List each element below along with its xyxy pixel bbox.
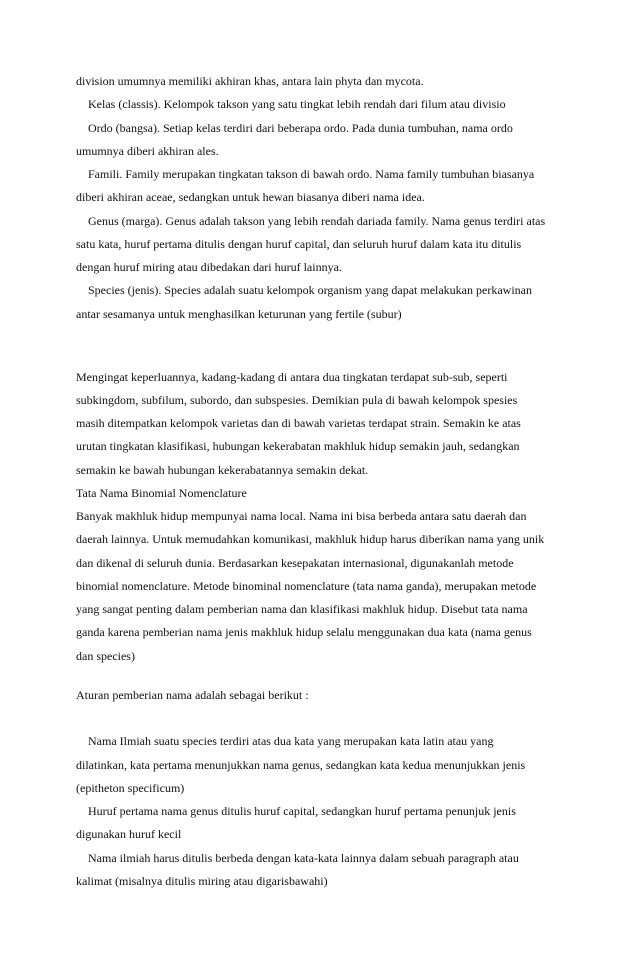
text-line: diberi akhiran aceae, sedangkan untuk hewan biasanya diberi nama idea. <box>76 190 425 204</box>
text-line: binomial nomenclature. Metode binominal nomenclature (tata nama ganda), merupakan metode <box>76 579 537 593</box>
text-line: ganda karena pemberian nama jenis makhluk hidup selalu menggunakan dua kata (nama genus <box>76 625 532 639</box>
text-line: (epitheton specificum) <box>76 781 185 795</box>
text-line: umumnya diberi akhiran ales. <box>76 144 219 158</box>
text-line: digunakan huruf kecil <box>76 827 182 841</box>
text-line: Nama Ilmiah suatu species terdiri atas dua kata yang merupakan kata latin atau yang <box>88 734 494 748</box>
text-line: masih ditempatkan kelompok varietas dan di bawah varietas terdapat strain. Semakin ke atas <box>76 416 521 430</box>
text-line: satu kata, huruf pertama ditulis dengan huruf capital, dan seluruh huruf dalam kata itu ditulis <box>76 237 522 251</box>
text-line: Kelas (classis). Kelompok takson yang satu tingkat lebih rendah dari filum atau divisio <box>88 97 506 111</box>
text-line: dan dikenal di seluruh dunia. Berdasarkan kesepakatan internasional, digunakanlah metode <box>76 556 514 570</box>
text-line: division umumnya memiliki akhiran khas, antara lain phyta dan mycota. <box>76 74 424 88</box>
text-line: Aturan pemberian nama adalah sebagai berikut : <box>76 688 309 702</box>
section-heading: Tata Nama Binomial Nomenclature <box>76 486 247 500</box>
text-line: Banyak makhluk hidup mempunyai nama local. Nama ini bisa berbeda antara satu daerah dan <box>76 509 527 523</box>
text-line: yang sangat penting dalam pemberian nama dan klasifikasi makhluk hidup. Disebut tata nama <box>76 602 528 616</box>
text-line: Ordo (bangsa). Setiap kelas terdiri dari beberapa ordo. Pada dunia tumbuhan, nama ordo <box>88 121 513 135</box>
text-line: dan species) <box>76 649 135 663</box>
text-line: Famili. Family merupakan tingkatan takson di bawah ordo. Nama family tumbuhan biasanya <box>88 167 535 181</box>
text-line: kalimat (misalnya ditulis miring atau digarisbawahi) <box>76 874 328 888</box>
text-line: dilatinkan, kata pertama menunjukkan nama genus, sedangkan kata kedua menunjukkan jenis <box>76 758 526 772</box>
text-line: daerah lainnya. Untuk memudahkan komunikasi, makhluk hidup harus diberikan nama yang unik <box>76 532 545 546</box>
text-line: Nama ilmiah harus ditulis berbeda dengan kata-kata lainnya dalam sebuah paragraph atau <box>88 851 519 865</box>
text-line: dengan huruf miring atau dibedakan dari huruf lainnya. <box>76 260 342 274</box>
text-line: Genus (marga). Genus adalah takson yang lebih rendah dariada family. Nama genus terdiri atas <box>88 214 546 228</box>
text-line: semakin ke bawah hubungan kekerabatannya semakin dekat. <box>76 463 369 477</box>
text-line: Species (jenis). Species adalah suatu kelompok organism yang dapat melakukan perkawinan <box>88 283 532 297</box>
text-line: subkingdom, subfilum, subordo, dan subspesies. Demikian pula di bawah kelompok spesies <box>76 393 518 407</box>
text-line: Mengingat keperluannya, kadang-kadang di antara dua tingkatan terdapat sub-sub, seperti <box>76 370 508 384</box>
text-line: urutan tingkatan klasifikasi, hubungan kekerabatan makhluk hidup semakin jauh, sedangkan <box>76 439 520 453</box>
text-line: antar sesamanya untuk menghasilkan keturunan yang fertile (subur) <box>76 307 402 321</box>
text-line: Huruf pertama nama genus ditulis huruf capital, sedangkan huruf pertama penunjuk jenis <box>88 804 516 818</box>
